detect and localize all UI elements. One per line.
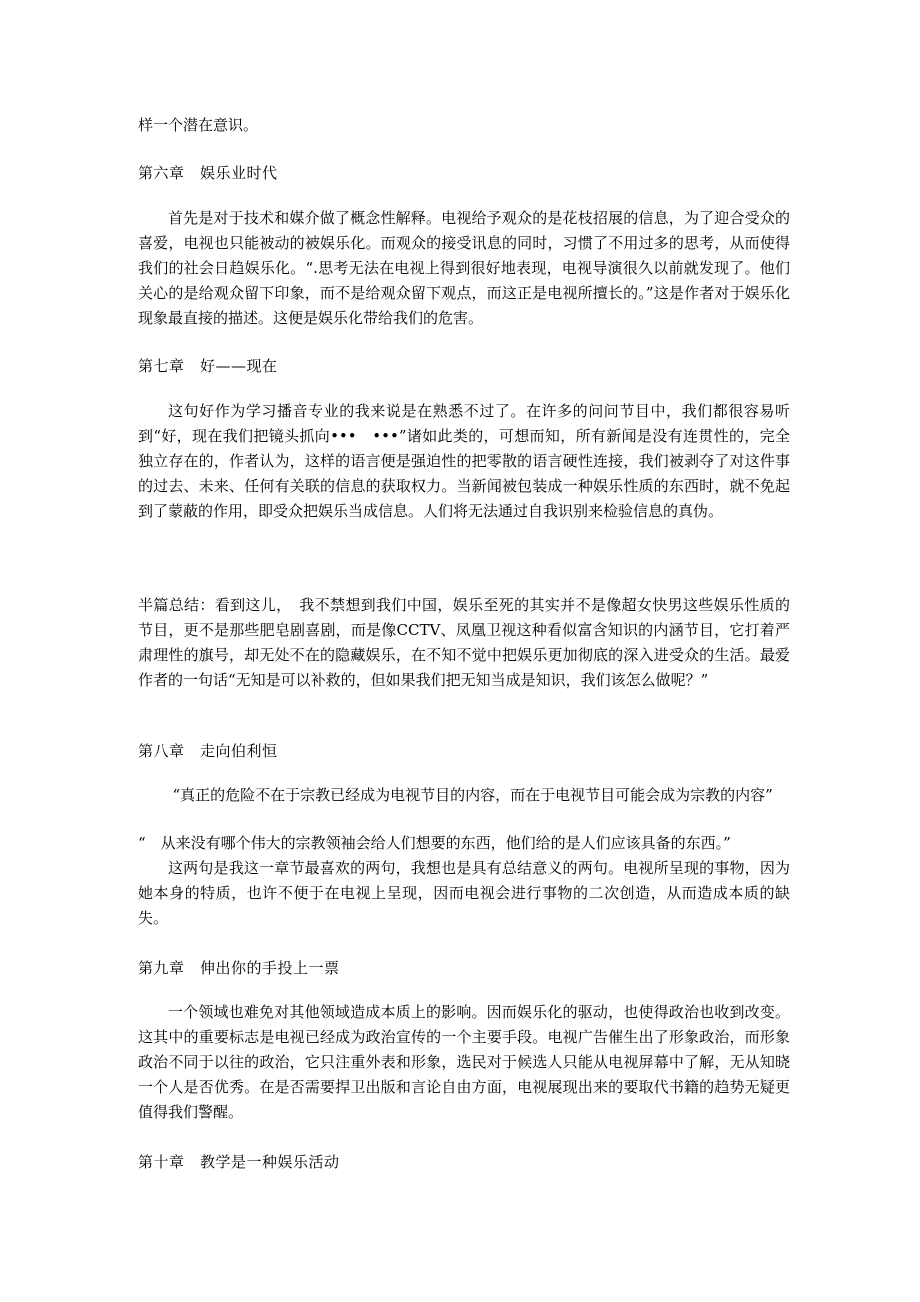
chapter-8-paragraph: 这两句是我这一章节最喜欢的两句，我想也是具有总结意义的两句。电视所呈现的事物，因为她本身的特质，也许不便于在电视上呈现，因而电视会进行事物的二次创造，从而造成本质的缺失。 (138, 859, 790, 927)
chapter-8-quote-2: “ 从来没有哪个伟大的宗教领袖会给人们想要的东西，他们给的是人们应该具备的东西。” (138, 834, 731, 852)
chapter-6-paragraph: 首先是对于技术和媒介做了概念性解释。电视给予观众的是花枝招展的信息，为了迎合受众的喜爱，电视也只能被动的被娱乐化。而观众的接受讯息的同时，习惯了不用过多的思考，从而使得我们的社会日趋娱乐化。“.思考无法在电视上得到很好地表现，电视导演很久以前就发现了。他们关心的是给观众留下印象，而不是给观众留下观点，而这正是电视所擅长的。”这是作者对于娱乐化现象最直接的描述。这便是娱乐化带给我们的危害。 (138, 209, 790, 327)
half-summary-paragraph: 半篇总结：看到这儿， 我不禁想到我们中国，娱乐至死的其实并不是像超女快男这些娱乐性质的节目，更不是那些肥皂剧喜剧，而是像CCTV、凤凰卫视这种看似富含知识的内涵节目，它打着严肃理性的旗号，却无处不在的隐藏娱乐，在不知不觉中把娱乐更加彻底的深入进受众的生活。最爱作者的一句话“无知是可以补救的，但如果我们把无知当成是知识，我们该怎么做呢？” (138, 596, 790, 689)
chapter-10-heading: 第十章 教学是一种娱乐活动 (138, 1153, 340, 1171)
continuation-line: 样一个潜在意识。 (138, 116, 259, 134)
chapter-7-paragraph: 这句好作为学习播音专业的我来说是在熟悉不过了。在许多的问问节目中，我们都很容易听到“好，现在我们把镜头抓向••• •••”诸如此类的，可想而知，所有新闻是没有连贯性的，完全独立存在的，作者认为，这样的语言便是强迫性的把零散的语言硬性连接，我们被剥夺了对这件事的过去、未来、任何有关联的信息的获取权力。当新闻被包装成一种娱乐性质的东西时，就不免起到了蒙蔽的作用，即受众把娱乐当成信息。人们将无法通过自我识别来检验信息的真伪。 (138, 402, 790, 520)
chapter-8-quote-1: “真正的危险不在于宗教已经成为电视节目的内容，而在于电视节目可能会成为宗教的内容” (172, 786, 773, 804)
chapter-9-paragraph: 一个领域也难免对其他领域造成本质上的影响。因而娱乐化的驱动，也使得政治也收到改变。这其中的重要标志是电视已经成为政治宣传的一个主要手段。电视广告催生出了形象政治，而形象政治不同于以往的政治，它只注重外表和形象，选民对于候选人只能从电视屏幕中了解，无从知晓一个人是否优秀。在是否需要捍卫出版和言论自由方面，电视展现出来的要取代书籍的趋势无疑更值得我们警醒。 (138, 1003, 790, 1121)
chapter-7-heading: 第七章 好——现在 (138, 357, 278, 375)
chapter-8-heading: 第八章 走向伯利恒 (138, 742, 278, 760)
chapter-6-heading: 第六章 娱乐业时代 (138, 164, 278, 182)
chapter-9-heading: 第九章 伸出你的手投上一票 (138, 959, 340, 977)
